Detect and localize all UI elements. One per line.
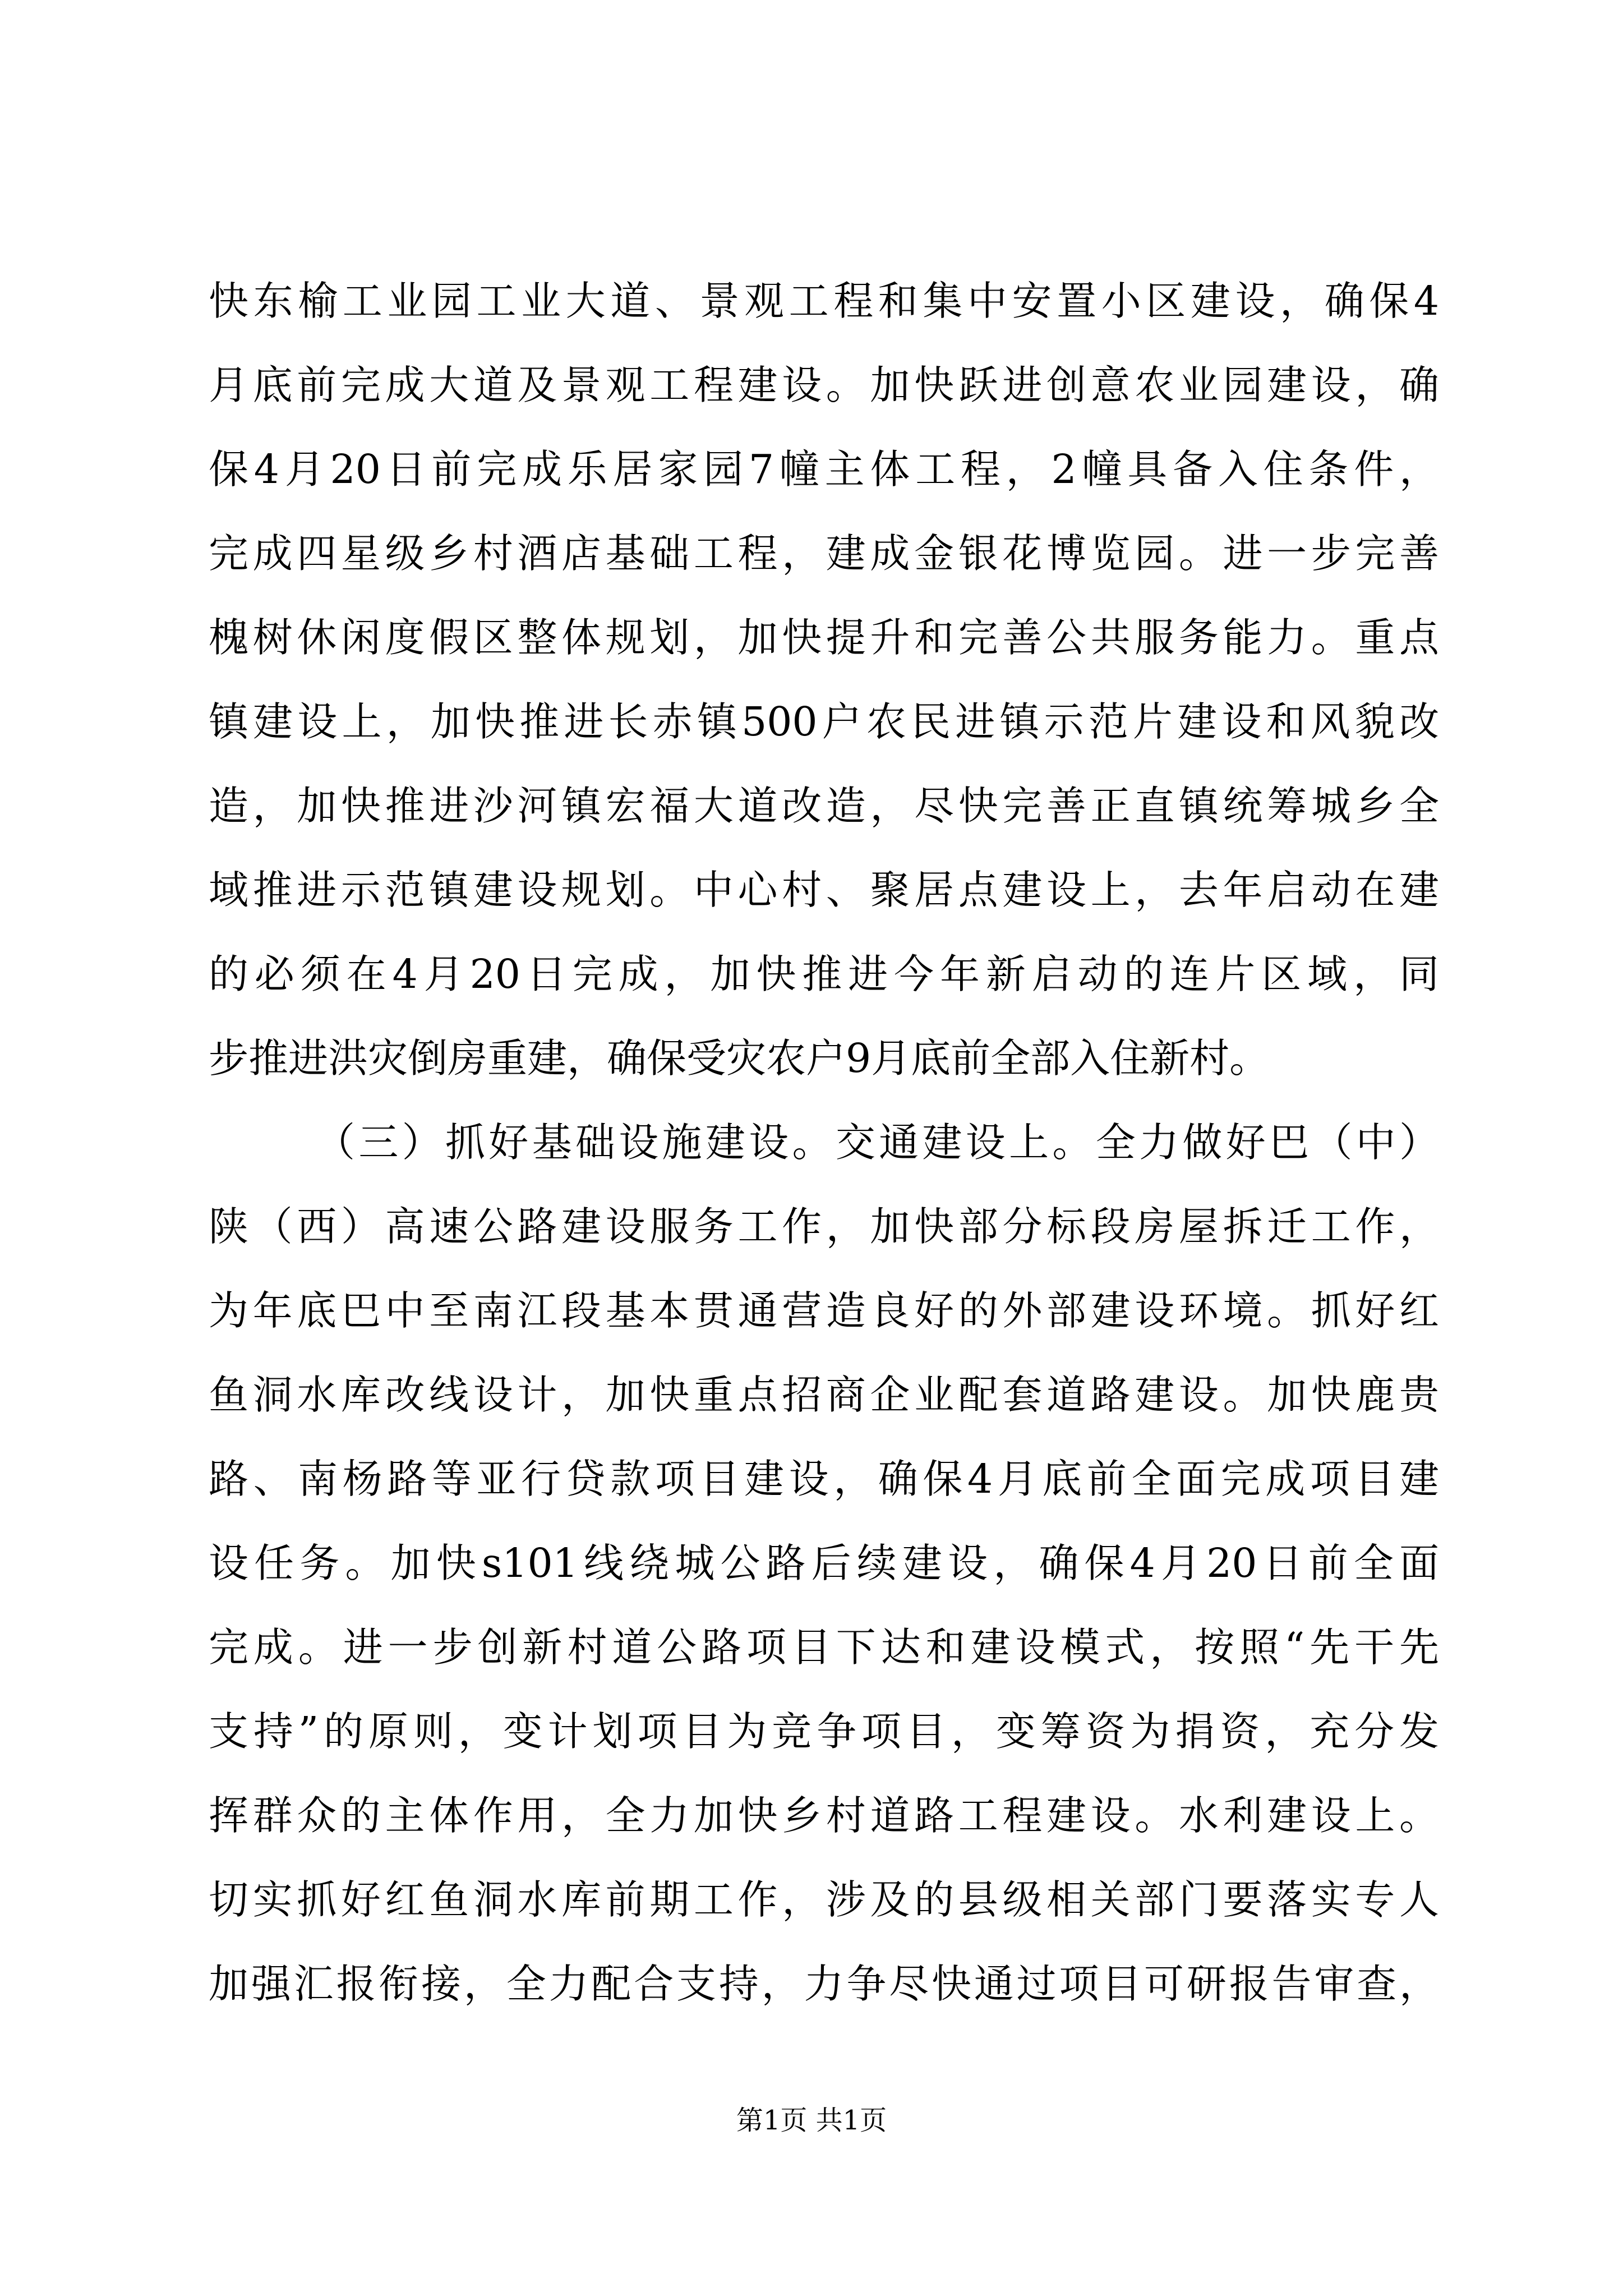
body-line-9: 的必须在4月20日完成，加快推进今年新启动的连片区域，同: [209, 951, 1439, 997]
body-line-19: 挥群众的主体作用，全力加快乡村道路工程建设。水利建设上。: [209, 1792, 1439, 1839]
body-line-2: 月底前完成大道及景观工程建设。加快跃进创意农业园建设，确: [209, 362, 1439, 408]
body-line-8: 域推进示范镇建设规划。中心村、聚居点建设上，去年启动在建: [209, 867, 1439, 913]
page-footer: 第1页 共1页: [736, 2105, 887, 2136]
body-line-11: （三）抓好基础设施建设。交通建设上。全力做好巴（中）: [315, 1119, 1439, 1166]
body-line-20: 切实抓好红鱼洞水库前期工作，涉及的县级相关部门要落实专人: [209, 1876, 1439, 1923]
body-line-3: 保4月20日前完成乐居家园7幢主体工程，2幢具备入住条件，: [209, 446, 1439, 493]
body-line-14: 鱼洞水库改线设计，加快重点招商企业配套道路建设。加快鹿贵: [209, 1372, 1439, 1418]
body-line-10: 步推进洪灾倒房重建，确保受灾农户9月底前全部入住新村。: [209, 1035, 1270, 1082]
body-line-4: 完成四星级乡村酒店基础工程，建成金银花博览园。进一步完善: [209, 530, 1439, 577]
body-line-6: 镇建设上，加快推进长赤镇500户农民进镇示范片建设和风貌改: [209, 698, 1439, 745]
body-line-1: 快东榆工业园工业大道、景观工程和集中安置小区建设，确保4: [209, 278, 1439, 324]
body-line-15: 路、南杨路等亚行贷款项目建设，确保4月底前全面完成项目建: [209, 1456, 1439, 1502]
body-line-18: 支持”的原则，变计划项目为竞争项目，变筹资为捐资，充分发: [209, 1708, 1439, 1755]
body-line-13: 为年底巴中至南江段基本贯通营造良好的外部建设环境。抓好红: [209, 1287, 1439, 1334]
body-line-21: 加强汇报衔接，全力配合支持，力争尽快通过项目可研报告审查，: [209, 1961, 1439, 2007]
body-line-5: 槐树休闲度假区整体规划，加快提升和完善公共服务能力。重点: [209, 614, 1439, 661]
document-body: [209, 259, 1439, 2026]
body-line-7: 造，加快推进沙河镇宏福大道改造，尽快完善正直镇统筹城乡全: [209, 783, 1439, 829]
body-line-12: 陕（西）高速公路建设服务工作，加快部分标段房屋拆迁工作，: [209, 1203, 1439, 1250]
body-line-16: 设任务。加快s101线绕城公路后续建设，确保4月20日前全面: [209, 1540, 1439, 1586]
body-line-17: 完成。进一步创新村道公路项目下达和建设模式，按照“先干先: [209, 1624, 1439, 1671]
